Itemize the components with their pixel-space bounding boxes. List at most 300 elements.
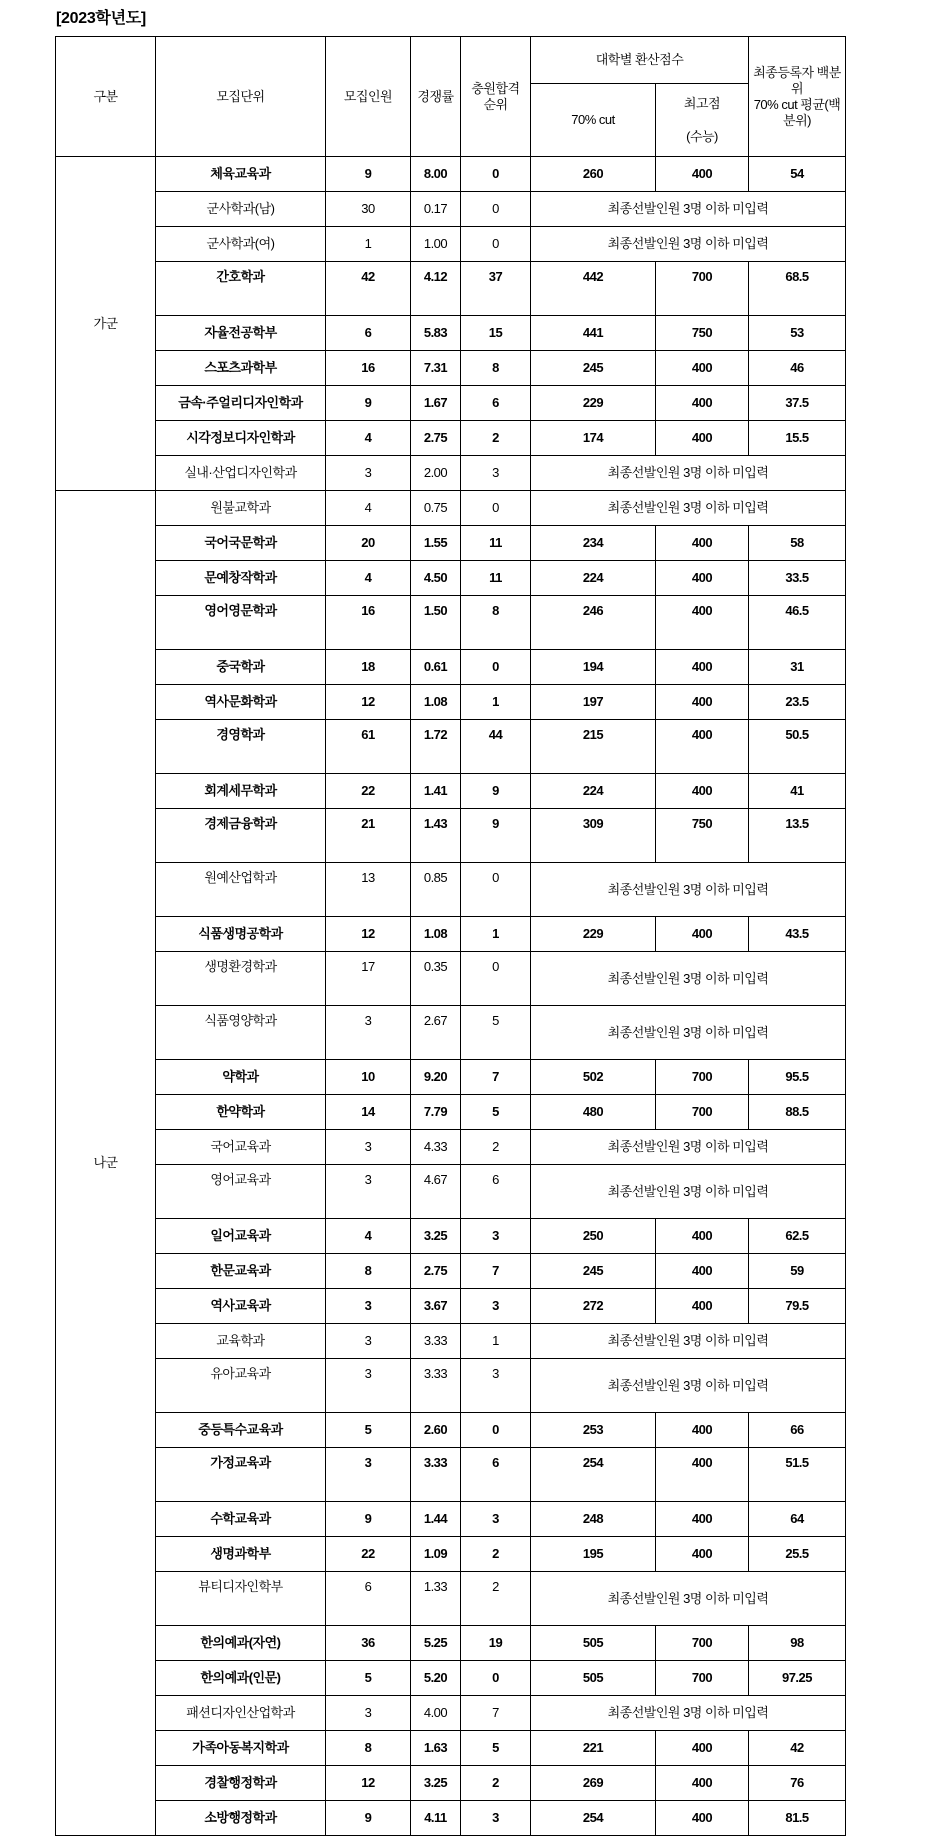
table-row [56, 774, 846, 809]
quota-cell: 10 [326, 1060, 411, 1095]
quota-cell: 9 [326, 157, 411, 192]
quota-cell: 12 [326, 917, 411, 952]
unit-cell: 군사학과(남) [156, 192, 326, 227]
cut70-cell: 194 [531, 650, 656, 685]
ratio-cell: 1.55 [411, 526, 461, 561]
max-score-cell: 400 [656, 917, 749, 952]
table-row [56, 685, 846, 720]
extra-rank-cell: 3 [461, 1219, 531, 1254]
header-extra-rank [461, 37, 531, 157]
group-cell: 가군 [56, 157, 156, 491]
unit-cell: 한약학과 [156, 1095, 326, 1130]
table-row [56, 1696, 846, 1731]
max-score-cell: 700 [656, 262, 749, 316]
header-row-top [56, 37, 846, 84]
extra-rank-cell: 7 [461, 1060, 531, 1095]
quota-cell: 3 [326, 1130, 411, 1165]
table-row [56, 952, 846, 1006]
ratio-cell: 1.44 [411, 1502, 461, 1537]
extra-rank-cell: 6 [461, 1448, 531, 1502]
quota-cell: 22 [326, 774, 411, 809]
percentile-cell: 13.5 [749, 809, 846, 863]
extra-rank-cell: 3 [461, 1359, 531, 1413]
table-row [56, 456, 846, 491]
ratio-cell: 0.85 [411, 863, 461, 917]
cut70-cell: 254 [531, 1801, 656, 1836]
cut70-cell: 245 [531, 1254, 656, 1289]
ratio-cell: 1.41 [411, 774, 461, 809]
quota-cell: 13 [326, 863, 411, 917]
max-score-cell: 400 [656, 1731, 749, 1766]
table-row [56, 316, 846, 351]
cut70-cell: 309 [531, 809, 656, 863]
percentile-cell: 54 [749, 157, 846, 192]
header-pct-line3: 70% cut 평균(백 [753, 96, 841, 112]
extra-rank-cell: 3 [461, 1801, 531, 1836]
ratio-cell: 2.75 [411, 1254, 461, 1289]
header-max-line2: (수능) [686, 129, 718, 144]
cut70-cell: 502 [531, 1060, 656, 1095]
max-score-cell: 400 [656, 1413, 749, 1448]
cut70-cell: 260 [531, 157, 656, 192]
unit-cell: 스포츠과학부 [156, 351, 326, 386]
max-score-cell: 400 [656, 526, 749, 561]
percentile-cell: 15.5 [749, 421, 846, 456]
quota-cell: 3 [326, 1324, 411, 1359]
unit-cell: 생명과학부 [156, 1537, 326, 1572]
quota-cell: 17 [326, 952, 411, 1006]
cut70-cell: 253 [531, 1413, 656, 1448]
ratio-cell: 7.79 [411, 1095, 461, 1130]
table-row [56, 917, 846, 952]
quota-cell: 9 [326, 1801, 411, 1836]
quota-cell: 4 [326, 1219, 411, 1254]
unit-cell: 국어국문학과 [156, 526, 326, 561]
max-score-cell: 400 [656, 650, 749, 685]
quota-cell: 20 [326, 526, 411, 561]
cut70-cell: 246 [531, 596, 656, 650]
table-row [56, 1095, 846, 1130]
extra-rank-cell: 0 [461, 157, 531, 192]
ratio-cell: 5.25 [411, 1626, 461, 1661]
extra-rank-cell: 0 [461, 227, 531, 262]
ratio-cell: 1.00 [411, 227, 461, 262]
table-row [56, 526, 846, 561]
max-score-cell: 700 [656, 1060, 749, 1095]
table-row [56, 1130, 846, 1165]
unit-cell: 중등특수교육과 [156, 1413, 326, 1448]
unit-cell: 가족아동복지학과 [156, 1731, 326, 1766]
ratio-cell: 2.67 [411, 1006, 461, 1060]
note-cell: 최종선발인원 3명 이하 미입력 [531, 1130, 846, 1165]
cut70-cell: 248 [531, 1502, 656, 1537]
extra-rank-cell: 9 [461, 809, 531, 863]
table-row [56, 1413, 846, 1448]
header-cut70: 70% cut [531, 84, 656, 157]
unit-cell: 경찰행정학과 [156, 1766, 326, 1801]
extra-rank-cell: 44 [461, 720, 531, 774]
extra-rank-cell: 3 [461, 1289, 531, 1324]
extra-rank-cell: 0 [461, 1661, 531, 1696]
unit-cell: 영어영문학과 [156, 596, 326, 650]
extra-rank-cell: 0 [461, 952, 531, 1006]
unit-cell: 국어교육과 [156, 1130, 326, 1165]
extra-rank-cell: 1 [461, 917, 531, 952]
unit-cell: 일어교육과 [156, 1219, 326, 1254]
table-row [56, 157, 846, 192]
extra-rank-cell: 19 [461, 1626, 531, 1661]
table-row [56, 421, 846, 456]
table-row [56, 1537, 846, 1572]
header-ratio: 경쟁률 [411, 37, 461, 157]
extra-rank-cell: 15 [461, 316, 531, 351]
unit-cell: 원불교학과 [156, 491, 326, 526]
percentile-cell: 42 [749, 1731, 846, 1766]
unit-cell: 교육학과 [156, 1324, 326, 1359]
quota-cell: 3 [326, 1359, 411, 1413]
extra-rank-cell: 2 [461, 421, 531, 456]
unit-cell: 실내·산업디자인학과 [156, 456, 326, 491]
quota-cell: 30 [326, 192, 411, 227]
unit-cell: 경영학과 [156, 720, 326, 774]
cut70-cell: 224 [531, 561, 656, 596]
percentile-cell: 76 [749, 1766, 846, 1801]
cut70-cell: 442 [531, 262, 656, 316]
max-score-cell: 400 [656, 1254, 749, 1289]
max-score-cell: 400 [656, 1801, 749, 1836]
extra-rank-cell: 0 [461, 1413, 531, 1448]
header-extra-line2: 순위 [483, 96, 508, 112]
table-row [56, 1448, 846, 1502]
max-score-cell: 700 [656, 1626, 749, 1661]
percentile-cell: 66 [749, 1413, 846, 1448]
table-header [56, 37, 846, 157]
unit-cell: 경제금융학과 [156, 809, 326, 863]
percentile-cell: 23.5 [749, 685, 846, 720]
quota-cell: 8 [326, 1731, 411, 1766]
ratio-cell: 0.75 [411, 491, 461, 526]
cut70-cell: 441 [531, 316, 656, 351]
ratio-cell: 1.67 [411, 386, 461, 421]
ratio-cell: 2.75 [411, 421, 461, 456]
table-row [56, 1731, 846, 1766]
header-pct-line2: 위 [790, 80, 804, 96]
unit-cell: 군사학과(여) [156, 227, 326, 262]
table-row [56, 1661, 846, 1696]
unit-cell: 생명환경학과 [156, 952, 326, 1006]
max-score-cell: 400 [656, 1537, 749, 1572]
percentile-cell: 50.5 [749, 720, 846, 774]
max-score-cell: 750 [656, 809, 749, 863]
note-cell: 최종선발인원 3명 이하 미입력 [531, 192, 846, 227]
ratio-cell: 1.50 [411, 596, 461, 650]
note-cell: 최종선발인원 3명 이하 미입력 [531, 1359, 846, 1413]
extra-rank-cell: 0 [461, 192, 531, 227]
percentile-cell: 64 [749, 1502, 846, 1537]
unit-cell: 패션디자인산업학과 [156, 1696, 326, 1731]
ratio-cell: 1.43 [411, 809, 461, 863]
max-score-cell: 400 [656, 351, 749, 386]
quota-cell: 3 [326, 1006, 411, 1060]
ratio-cell: 1.63 [411, 1731, 461, 1766]
ratio-cell: 4.12 [411, 262, 461, 316]
unit-cell: 소방행정학과 [156, 1801, 326, 1836]
cut70-cell: 254 [531, 1448, 656, 1502]
max-score-cell: 400 [656, 386, 749, 421]
table-row [56, 1165, 846, 1219]
unit-cell: 약학과 [156, 1060, 326, 1095]
ratio-cell: 1.08 [411, 917, 461, 952]
extra-rank-cell: 3 [461, 456, 531, 491]
cut70-cell: 221 [531, 1731, 656, 1766]
max-score-cell: 400 [656, 157, 749, 192]
note-cell: 최종선발인원 3명 이하 미입력 [531, 491, 846, 526]
cut70-cell: 272 [531, 1289, 656, 1324]
header-final-percentile [749, 37, 846, 157]
note-cell: 최종선발인원 3명 이하 미입력 [531, 456, 846, 491]
table-row [56, 1254, 846, 1289]
note-cell: 최종선발인원 3명 이하 미입력 [531, 227, 846, 262]
cut70-cell: 269 [531, 1766, 656, 1801]
ratio-cell: 5.20 [411, 1661, 461, 1696]
cut70-cell: 505 [531, 1661, 656, 1696]
header-extra-line1: 충원합격 [471, 80, 520, 96]
unit-cell: 유아교육과 [156, 1359, 326, 1413]
extra-rank-cell: 0 [461, 650, 531, 685]
unit-cell: 가정교육과 [156, 1448, 326, 1502]
cut70-cell: 229 [531, 917, 656, 952]
extra-rank-cell: 3 [461, 1502, 531, 1537]
max-score-cell: 750 [656, 316, 749, 351]
quota-cell: 6 [326, 316, 411, 351]
quota-cell: 6 [326, 1572, 411, 1626]
extra-rank-cell: 6 [461, 1165, 531, 1219]
max-score-cell: 400 [656, 596, 749, 650]
quota-cell: 61 [326, 720, 411, 774]
quota-cell: 12 [326, 685, 411, 720]
note-cell: 최종선발인원 3명 이하 미입력 [531, 952, 846, 1006]
table-row [56, 1219, 846, 1254]
cut70-cell: 224 [531, 774, 656, 809]
unit-cell: 체육교육과 [156, 157, 326, 192]
extra-rank-cell: 5 [461, 1095, 531, 1130]
unit-cell: 역사문화학과 [156, 685, 326, 720]
percentile-cell: 59 [749, 1254, 846, 1289]
quota-cell: 12 [326, 1766, 411, 1801]
table-row [56, 351, 846, 386]
unit-cell: 식품영양학과 [156, 1006, 326, 1060]
header-max-line1: 최고점 [683, 96, 721, 111]
percentile-cell: 31 [749, 650, 846, 685]
percentile-cell: 53 [749, 316, 846, 351]
table-row [56, 1766, 846, 1801]
quota-cell: 8 [326, 1254, 411, 1289]
ratio-cell: 2.60 [411, 1413, 461, 1448]
ratio-cell: 0.17 [411, 192, 461, 227]
ratio-cell: 3.33 [411, 1324, 461, 1359]
cut70-cell: 250 [531, 1219, 656, 1254]
percentile-cell: 25.5 [749, 1537, 846, 1572]
ratio-cell: 2.00 [411, 456, 461, 491]
extra-rank-cell: 7 [461, 1696, 531, 1731]
percentile-cell: 81.5 [749, 1801, 846, 1836]
ratio-cell: 9.20 [411, 1060, 461, 1095]
max-score-cell: 400 [656, 720, 749, 774]
quota-cell: 1 [326, 227, 411, 262]
percentile-cell: 88.5 [749, 1095, 846, 1130]
ratio-cell: 1.72 [411, 720, 461, 774]
quota-cell: 16 [326, 596, 411, 650]
ratio-cell: 1.08 [411, 685, 461, 720]
cut70-cell: 195 [531, 1537, 656, 1572]
quota-cell: 4 [326, 421, 411, 456]
percentile-cell: 97.25 [749, 1661, 846, 1696]
percentile-cell: 46.5 [749, 596, 846, 650]
percentile-cell: 43.5 [749, 917, 846, 952]
unit-cell: 한의예과(자연) [156, 1626, 326, 1661]
cut70-cell: 197 [531, 685, 656, 720]
unit-cell: 금속·주얼리디자인학과 [156, 386, 326, 421]
header-pct-line1: 최종등록자 백분 [753, 64, 841, 80]
table-row [56, 262, 846, 316]
percentile-cell: 95.5 [749, 1060, 846, 1095]
cut70-cell: 245 [531, 351, 656, 386]
max-score-cell: 400 [656, 561, 749, 596]
unit-cell: 영어교육과 [156, 1165, 326, 1219]
extra-rank-cell: 5 [461, 1006, 531, 1060]
ratio-cell: 7.31 [411, 351, 461, 386]
extra-rank-cell: 2 [461, 1766, 531, 1801]
unit-cell: 자율전공학부 [156, 316, 326, 351]
note-cell: 최종선발인원 3명 이하 미입력 [531, 1572, 846, 1626]
ratio-cell: 3.67 [411, 1289, 461, 1324]
quota-cell: 9 [326, 1502, 411, 1537]
quota-cell: 14 [326, 1095, 411, 1130]
table-row [56, 386, 846, 421]
note-cell: 최종선발인원 3명 이하 미입력 [531, 1165, 846, 1219]
cut70-cell: 234 [531, 526, 656, 561]
cut70-cell: 215 [531, 720, 656, 774]
ratio-cell: 3.25 [411, 1766, 461, 1801]
percentile-cell: 51.5 [749, 1448, 846, 1502]
quota-cell: 3 [326, 1448, 411, 1502]
header-max-score [656, 84, 749, 157]
unit-cell: 중국학과 [156, 650, 326, 685]
table-row [56, 491, 846, 526]
ratio-cell: 4.50 [411, 561, 461, 596]
ratio-cell: 0.61 [411, 650, 461, 685]
extra-rank-cell: 9 [461, 774, 531, 809]
quota-cell: 42 [326, 262, 411, 316]
table-row [56, 1324, 846, 1359]
table-body [56, 157, 846, 1836]
header-converted-score-group: 대학별 환산점수 [531, 37, 749, 84]
table-row [56, 596, 846, 650]
quota-cell: 4 [326, 561, 411, 596]
percentile-cell: 46 [749, 351, 846, 386]
percentile-cell: 41 [749, 774, 846, 809]
table-row [56, 227, 846, 262]
extra-rank-cell: 5 [461, 1731, 531, 1766]
ratio-cell: 1.09 [411, 1537, 461, 1572]
ratio-cell: 4.33 [411, 1130, 461, 1165]
ratio-cell: 3.33 [411, 1359, 461, 1413]
max-score-cell: 700 [656, 1661, 749, 1696]
ratio-cell: 3.33 [411, 1448, 461, 1502]
quota-cell: 3 [326, 1165, 411, 1219]
max-score-cell: 400 [656, 1502, 749, 1537]
quota-cell: 21 [326, 809, 411, 863]
percentile-cell: 37.5 [749, 386, 846, 421]
max-score-cell: 400 [656, 1219, 749, 1254]
percentile-cell: 98 [749, 1626, 846, 1661]
extra-rank-cell: 2 [461, 1572, 531, 1626]
quota-cell: 16 [326, 351, 411, 386]
unit-cell: 문예창작학과 [156, 561, 326, 596]
unit-cell: 원예산업학과 [156, 863, 326, 917]
unit-cell: 역사교육과 [156, 1289, 326, 1324]
ratio-cell: 5.83 [411, 316, 461, 351]
quota-cell: 3 [326, 1696, 411, 1731]
extra-rank-cell: 0 [461, 863, 531, 917]
table-row [56, 1502, 846, 1537]
table-row [56, 1801, 846, 1836]
max-score-cell: 400 [656, 1289, 749, 1324]
extra-rank-cell: 11 [461, 561, 531, 596]
table-row [56, 1626, 846, 1661]
extra-rank-cell: 37 [461, 262, 531, 316]
max-score-cell: 400 [656, 774, 749, 809]
percentile-cell: 33.5 [749, 561, 846, 596]
unit-cell: 회계세무학과 [156, 774, 326, 809]
unit-cell: 한의예과(인문) [156, 1661, 326, 1696]
quota-cell: 18 [326, 650, 411, 685]
table-row [56, 650, 846, 685]
ratio-cell: 4.67 [411, 1165, 461, 1219]
percentile-cell: 68.5 [749, 262, 846, 316]
quota-cell: 3 [326, 456, 411, 491]
cut70-cell: 505 [531, 1626, 656, 1661]
table-row [56, 1572, 846, 1626]
page-title: [2023학년도] [56, 10, 146, 27]
header-pct-line4: 분위) [783, 112, 811, 128]
header-unit: 모집단위 [156, 37, 326, 157]
extra-rank-cell: 1 [461, 685, 531, 720]
quota-cell: 36 [326, 1626, 411, 1661]
unit-cell: 뷰티디자인학부 [156, 1572, 326, 1626]
quota-cell: 4 [326, 491, 411, 526]
table-row [56, 561, 846, 596]
extra-rank-cell: 8 [461, 351, 531, 386]
table-row [56, 863, 846, 917]
table-row [56, 1060, 846, 1095]
ratio-cell: 1.33 [411, 1572, 461, 1626]
extra-rank-cell: 2 [461, 1130, 531, 1165]
extra-rank-cell: 11 [461, 526, 531, 561]
cut70-cell: 480 [531, 1095, 656, 1130]
unit-cell: 식품생명공학과 [156, 917, 326, 952]
quota-cell: 5 [326, 1661, 411, 1696]
unit-cell: 간호학과 [156, 262, 326, 316]
note-cell: 최종선발인원 3명 이하 미입력 [531, 1696, 846, 1731]
max-score-cell: 400 [656, 421, 749, 456]
extra-rank-cell: 6 [461, 386, 531, 421]
table-row [56, 192, 846, 227]
unit-cell: 시각정보디자인학과 [156, 421, 326, 456]
quota-cell: 9 [326, 386, 411, 421]
extra-rank-cell: 7 [461, 1254, 531, 1289]
unit-cell: 한문교육과 [156, 1254, 326, 1289]
